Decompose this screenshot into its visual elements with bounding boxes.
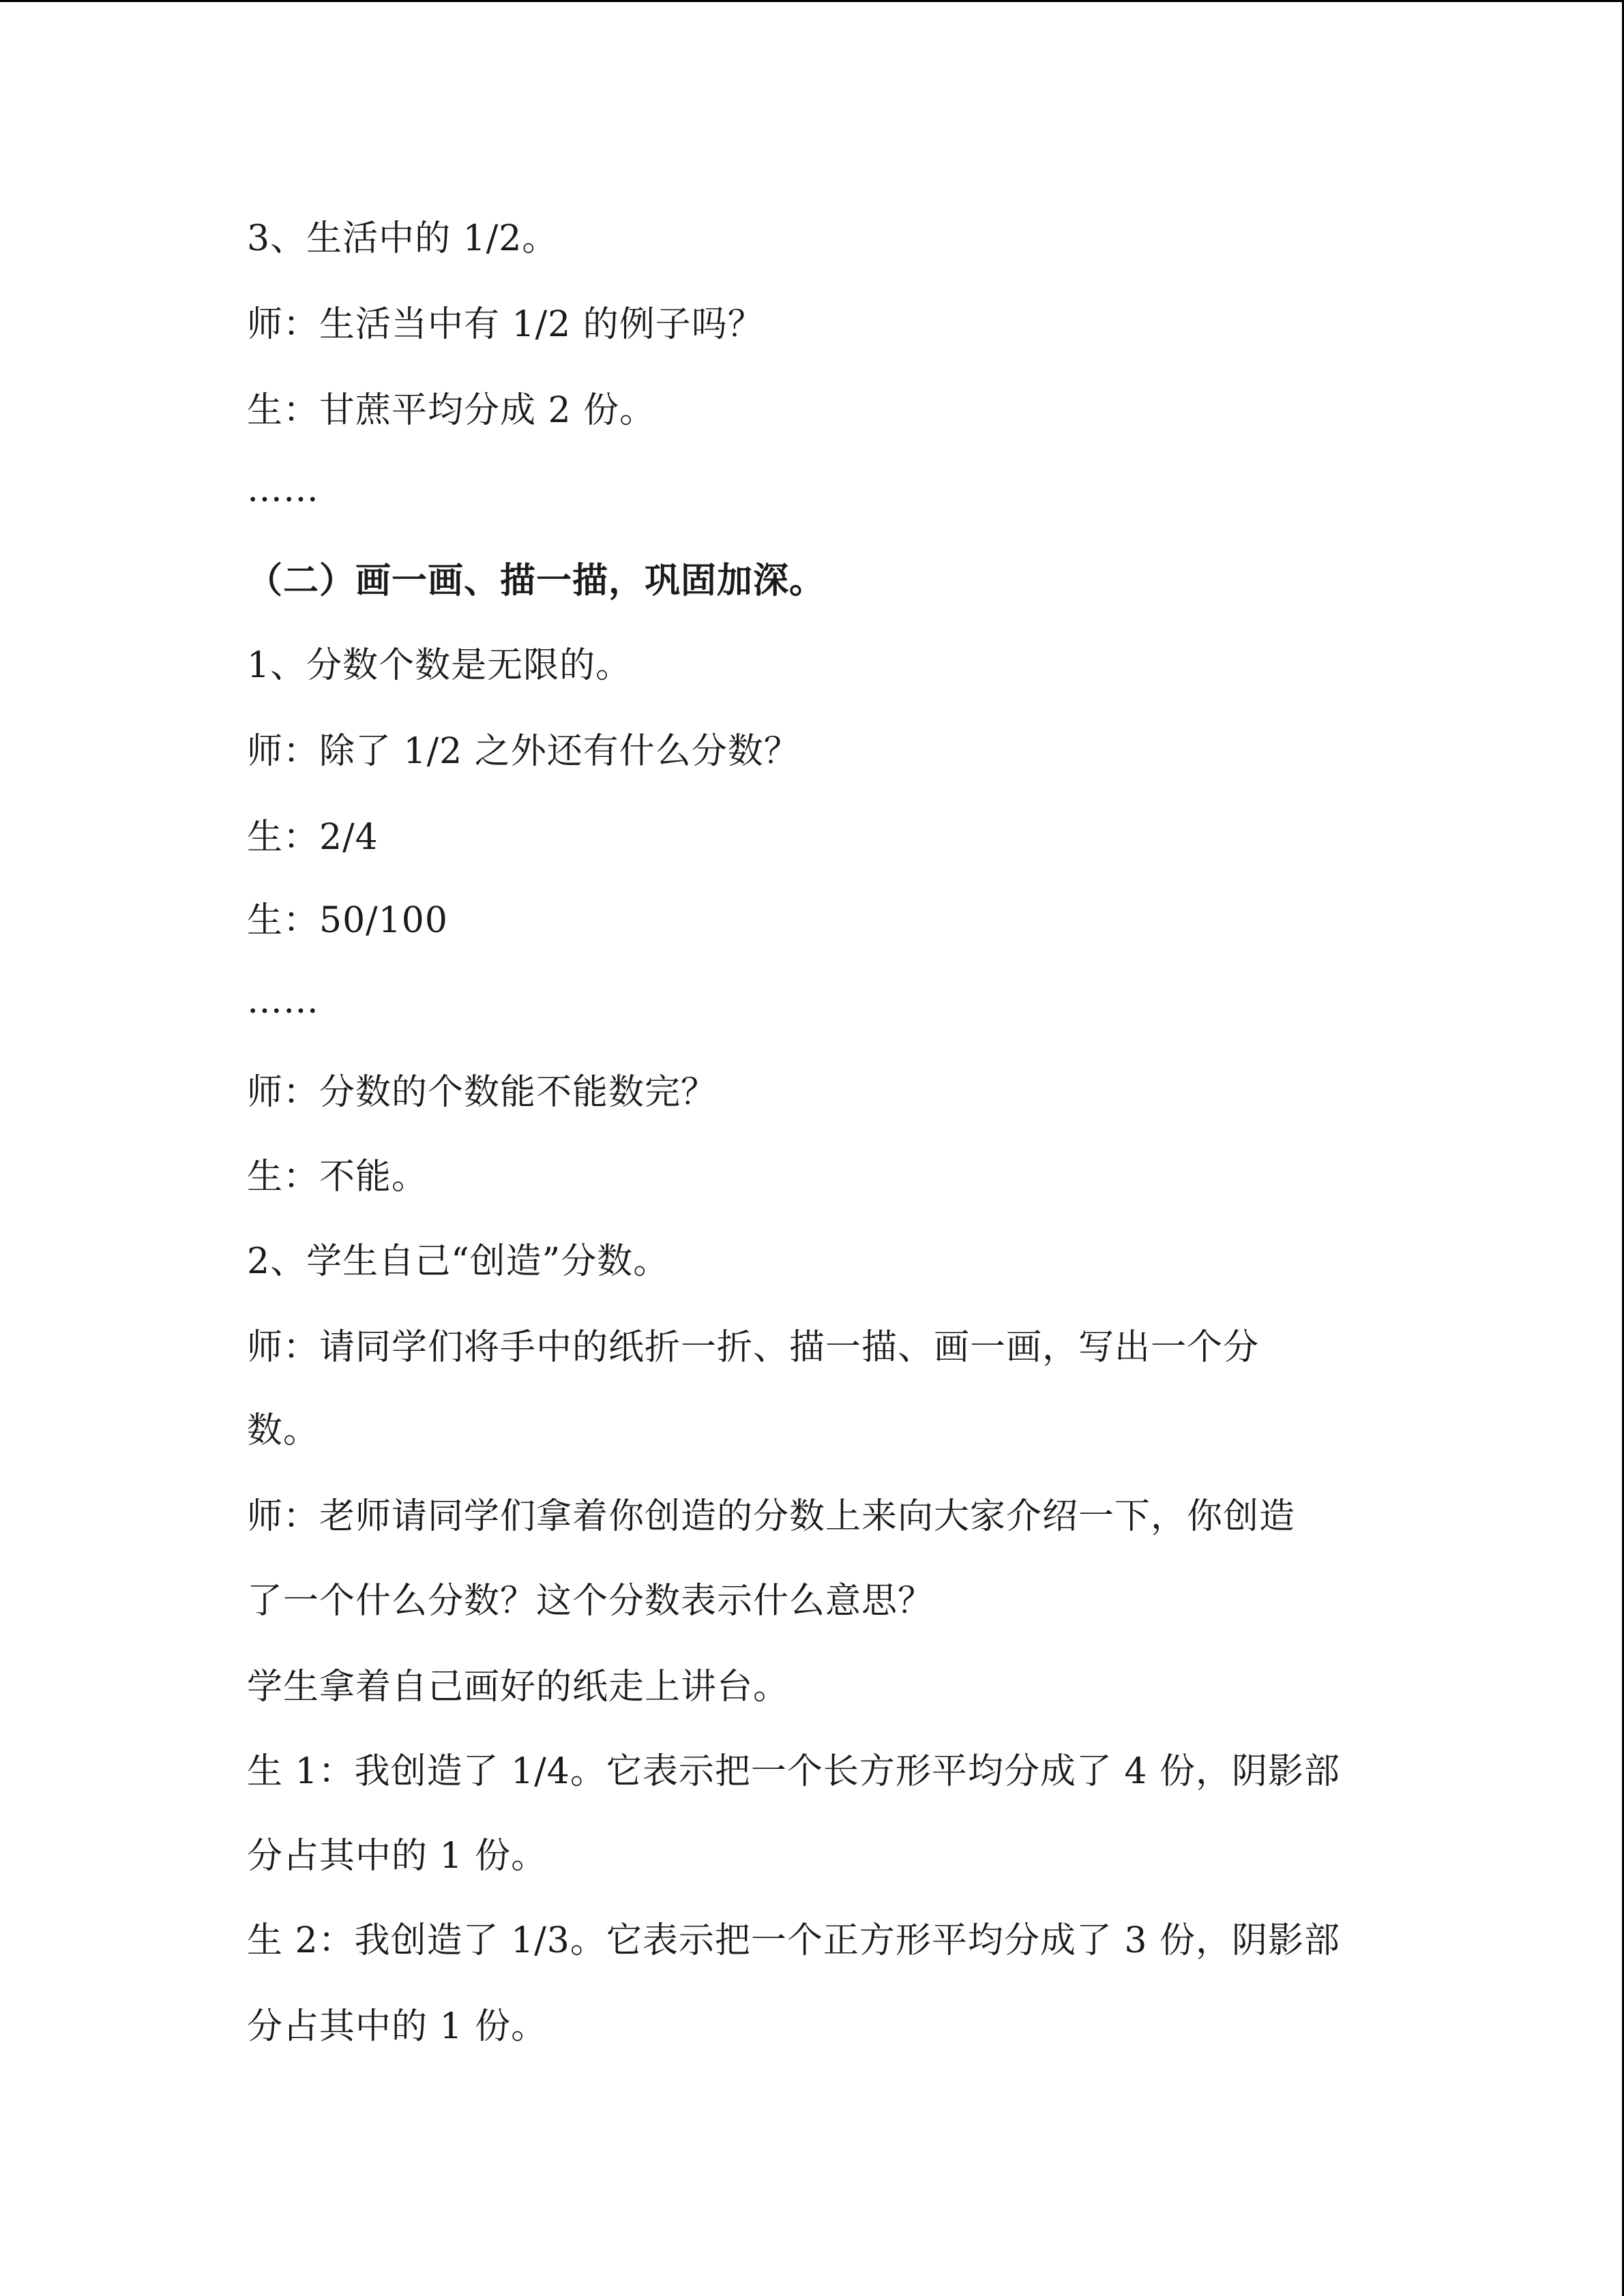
student-line: 生 1：我创造了 1/4。它表示把一个长方形平均分成了 4 份，阴影部 (247, 1751, 1340, 1792)
student-line: 生：50/100 (247, 900, 448, 941)
teacher-line: 师：除了 1/2 之外还有什么分数？ (247, 731, 800, 772)
section-heading-2: （二）画一画、描一描，巩固加深。 (247, 560, 826, 601)
student-line: 生 2：我创造了 1/3。它表示把一个正方形平均分成了 3 份，阴影部 (247, 1920, 1340, 1961)
teacher-line: 师：请同学们将手中的纸折一折、描一描、画一画，写出一个分 (247, 1327, 1260, 1368)
student-line-continued: 分占其中的 1 份。 (247, 2006, 548, 2047)
teacher-line: 师：生活当中有 1/2 的例子吗？ (247, 304, 764, 345)
section-heading-3: 3、生活中的 1/2。 (247, 218, 559, 259)
subsection-heading-2: 2、学生自己“创造”分数。 (247, 1241, 670, 1282)
teacher-line: 师：分数的个数能不能数完？ (247, 1072, 718, 1113)
narration-line: 学生拿着自己画好的纸走上讲台。 (247, 1667, 790, 1708)
teacher-line-continued: 数。 (247, 1410, 320, 1451)
student-line: 生：2/4 (247, 817, 379, 858)
ellipsis: …… (247, 469, 319, 510)
subsection-heading-1: 1、分数个数是无限的。 (247, 645, 632, 686)
teacher-line-continued: 了一个什么分数？这个分数表示什么意思？ (247, 1581, 934, 1622)
student-line: 生：甘蔗平均分成 2 份。 (247, 390, 656, 431)
teacher-line: 师：老师请同学们拿着你创造的分数上来向大家介绍一下，你创造 (247, 1496, 1296, 1537)
ellipsis: …… (247, 981, 319, 1022)
student-line-continued: 分占其中的 1 份。 (247, 1836, 548, 1877)
student-line: 生：不能。 (247, 1157, 428, 1197)
